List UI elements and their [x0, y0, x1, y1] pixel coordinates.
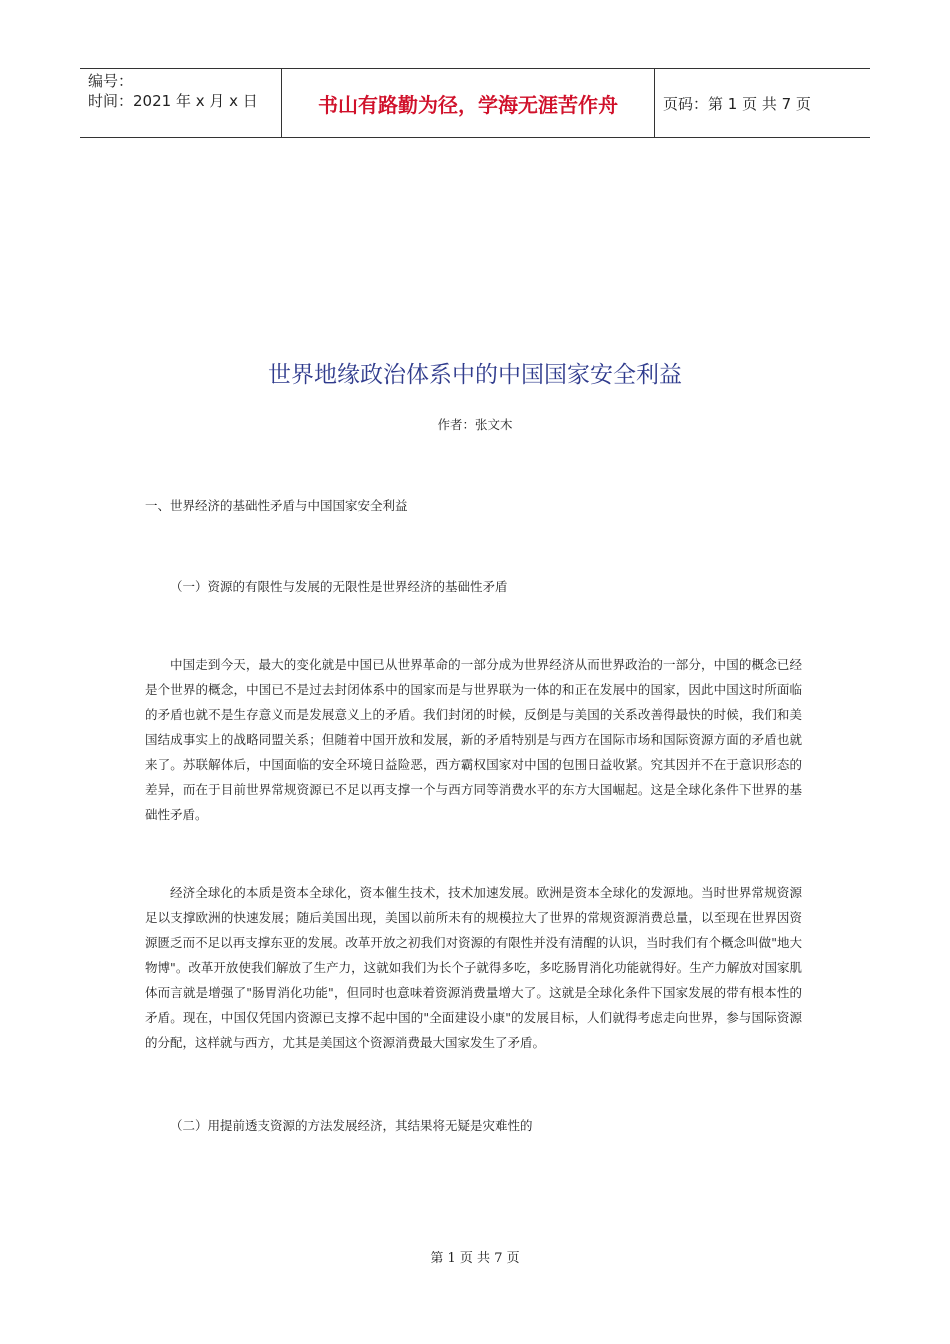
header-meta [80, 69, 281, 137]
header-motto: 书山有路勤为径，学海无涯苦作舟 [281, 69, 655, 137]
article-author: 作者：张文木 [437, 417, 513, 432]
subsection-heading-2: （二）用提前透支资源的方法发展经济，其结果将无疑是灾难性的 [170, 1118, 533, 1133]
article-title: 世界地缘政治体系中的中国国家安全利益 [268, 362, 682, 388]
document-date-label: 时间：2021 年 x 月 x 日 [88, 92, 258, 110]
page-footer: 第 1 页 共 7 页 [430, 1251, 520, 1266]
document-header [80, 68, 870, 138]
section-heading-1: 一、世界经济的基础性矛盾与中国国家安全利益 [145, 498, 408, 513]
paragraph-1: 中国走到今天，最大的变化就是中国已从世界革命的一部分成为世界经济从而世界政治的一部分，中国的概念已经是个世界的概念，中国已不是过去封闭体系中的国家而是与世界联为一体的和正在发展中的国家，因此中国这时所面临的矛盾也就不是生存意义而是发展意义上的矛盾。我们封闭的时候，反倒是与美国的关系改善得最快的时候，我们和美国结成事实上的战略同盟关系；但随着中国开放和发展，新的矛盾特别是与西方在国际市场和国际资源方面的矛盾也就来了。苏联解体后，中国面临的安全环境日益险恶，西方霸权国家对中国的包围日益收紧。究其因并不在于意识形态的差异，而在于目前世界常规资源已不足以再支撑一个与西方同等消费水平的东方大国崛起。这是全球化条件下世界的基础性矛盾。 [145, 657, 802, 822]
subsection-heading-1: （一）资源的有限性与发展的无限性是世界经济的基础性矛盾 [170, 579, 508, 594]
document-number-label: 编号： [88, 72, 134, 90]
paragraph-2: 经济全球化的本质是资本全球化，资本催生技术，技术加速发展。欧洲是资本全球化的发源地。当时世界常规资源足以支撑欧洲的快速发展；随后美国出现，美国以前所未有的规模拉大了世界的常规资源消费总量，以至现在世界因资源匮乏而不足以再支撑东亚的发展。改革开放之初我们对资源的有限性并没有清醒的认识，当时我们有个概念叫做"地大物博"。改革开放使我们解放了生产力，这就如我们为长个子就得多吃，多吃肠胃消化功能就得好。生产力解放对国家肌体而言就是增强了"肠胃消化功能"，但同时也意味着资源消费量增大了。这就是全球化条件下国家发展的带有根本性的矛盾。现在，中国仅凭国内资源已支撑不起中国的"全面建设小康"的发展目标，人们就得考虑走向世界，参与国际资源的分配，这样就与西方，尤其是美国这个资源消费最大国家发生了矛盾。 [145, 885, 802, 1050]
header-page-info: 页码：第 1 页 共 7 页 [663, 94, 811, 113]
